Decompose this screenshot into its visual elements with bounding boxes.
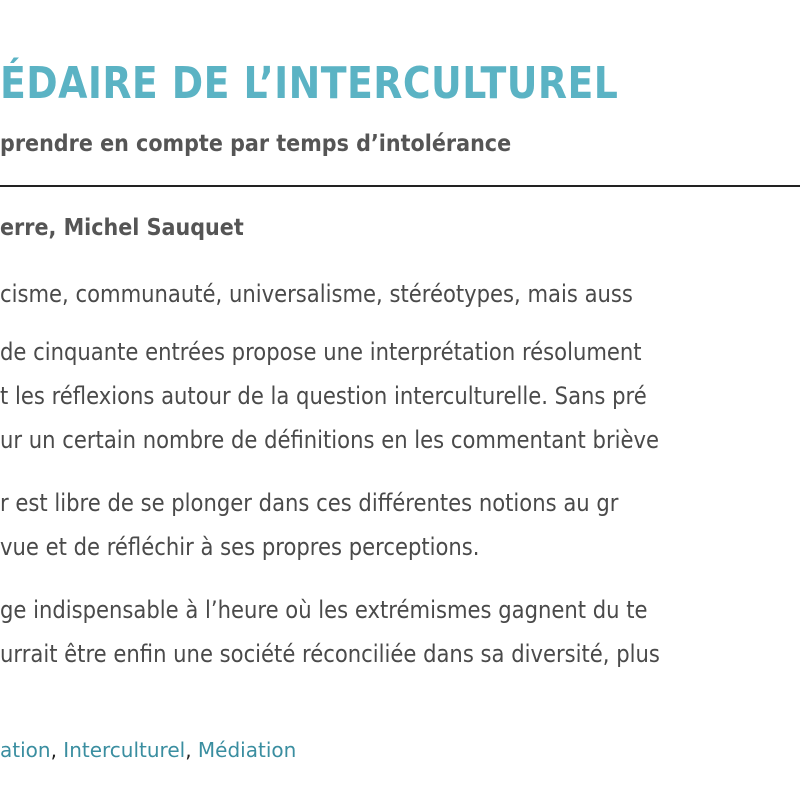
description-line: urrait être enfin une société réconciliée dans sa diversité, plus [0, 640, 660, 668]
book-subtitle: prendre en compte par temps d’intolérance [0, 131, 512, 157]
divider-rule [0, 185, 800, 187]
book-authors: erre, Michel Sauquet [0, 215, 244, 241]
tag-separator: , [185, 738, 192, 762]
description-line: r est libre de se plonger dans ces différentes notions au gr [0, 489, 619, 517]
tag-link-interculturel[interactable]: Interculturel [63, 738, 186, 762]
tag-separator: , [50, 738, 57, 762]
tag-link[interactable]: ation [0, 738, 51, 762]
description-line: ge indispensable à l’heure où les extrémismes gagnent du te [0, 596, 648, 624]
description-line: vue et de réfléchir à ses propres perceptions. [0, 533, 480, 561]
tag-list [0, 735, 296, 765]
description-line: cisme, communauté, universalisme, stéréotypes, mais auss [0, 280, 633, 308]
description-line: de cinquante entrées propose une interprétation résolument [0, 338, 642, 366]
tag-link-mediation[interactable]: Médiation [197, 738, 297, 762]
book-title: ÉDAIRE DE L’INTERCULTUREL [0, 58, 619, 109]
description-line: t les réflexions autour de la question interculturelle. Sans pré [0, 382, 647, 410]
description-line: ur un certain nombre de définitions en les commentant briève [0, 426, 659, 454]
